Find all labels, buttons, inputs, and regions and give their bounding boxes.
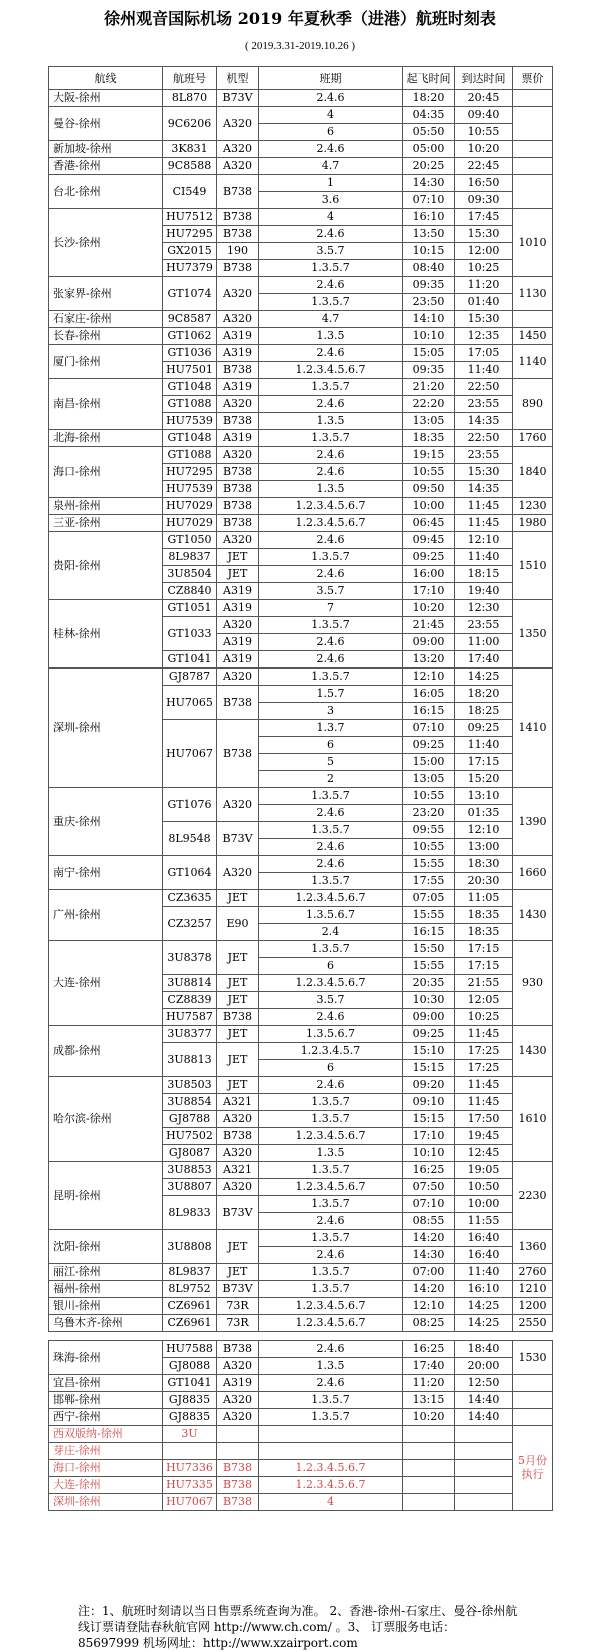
table-row: 哈尔滨-徐州 3U8503 JET 2.4.6 09:20 11:45 1610 — [49, 1077, 553, 1094]
table-row: 邯郸-徐州 GJ8835 A320 1.3.5.7 13:15 14:40 — [49, 1392, 553, 1409]
table-row: GJ8788 A320 1.3.5.7 15:15 17:50 — [49, 1111, 553, 1128]
table-row: 曼谷-徐州 9C6206 A320 4 04:35 09:40 — [49, 107, 553, 124]
table-row: 南昌-徐州 GT1048 A319 1.3.5.7 21:20 22:50 890 — [49, 379, 553, 396]
table-row: 芽庄-徐州 — [49, 1443, 553, 1460]
table-row: 桂林-徐州 GT1051 A319 7 10:20 12:30 1350 — [49, 600, 553, 617]
table-row: HU7295 B738 2.4.6 10:55 15:30 — [49, 464, 553, 481]
table-row: 西双版纳-徐州 3U 5月份执行 — [49, 1426, 553, 1443]
table-row: 泉州-徐州 HU7029 B738 1.2.3.4.5.6.7 10:00 11:45 1230 — [49, 498, 553, 515]
table-body — [49, 1341, 553, 1511]
table-row: 昆明-徐州 3U8853 A321 1.3.5.7 16:25 19:05 2230 — [49, 1162, 553, 1179]
table-row: 大阪-徐州 8L870 B73V 2.4.6 18:20 20:45 — [49, 90, 553, 107]
table-row: CZ8839 JET 3.5.7 10:30 12:05 — [49, 992, 553, 1009]
table-row: 大连-徐州 HU7335 B738 1.2.3.4.5.6.7 — [49, 1477, 553, 1494]
schedule-table-3 — [48, 1340, 553, 1511]
table-row: 大连-徐州 3U8378 JET 1.3.5.7 15:50 17:15 930 — [49, 941, 553, 958]
table-row: GJ8087 A320 1.3.5 10:10 12:45 — [49, 1145, 553, 1162]
table-row: 3U8854 A321 1.3.5.7 09:10 11:45 — [49, 1094, 553, 1111]
table-row: 三亚-徐州 HU7029 B738 1.2.3.4.5.6.7 06:45 11:45 1980 — [49, 515, 553, 532]
table-row: 3U8814 JET 1.2.3.4.5.6.7 20:35 21:55 — [49, 975, 553, 992]
table-row: 海口-徐州 HU7336 B738 1.2.3.4.5.6.7 — [49, 1460, 553, 1477]
table-row: 深圳-徐州 GJ8787 A320 1.3.5.7 12:10 14:25 1410 — [49, 669, 553, 686]
table-row: 1.3.5.7 23:50 01:40 — [49, 294, 553, 311]
col-route: 航线 — [49, 67, 163, 90]
table-row: 南宁-徐州 GT1064 A320 2.4.6 15:55 18:30 1660 — [49, 856, 553, 873]
table-row: HU7501 B738 1.2.3.4.5.6.7 09:35 11:40 — [49, 362, 553, 379]
table-row: 乌鲁木齐-徐州 CZ6961 73R 1.2.3.4.5.6.7 08:25 14:25 2550 — [49, 1315, 553, 1332]
table-row: 西宁-徐州 GJ8835 A320 1.3.5.7 10:20 14:40 — [49, 1409, 553, 1426]
table-row: 张家界-徐州 GT1074 A320 2.4.6 09:35 11:20 1130 — [49, 277, 553, 294]
table-row: 贵阳-徐州 GT1050 A320 2.4.6 09:45 12:10 1510 — [49, 532, 553, 549]
table-row: 深圳-徐州 HU7067 B738 4 — [49, 1494, 553, 1511]
table-body — [49, 669, 553, 1332]
table-row: GT1033 A320 1.3.5.7 21:45 23:55 — [49, 617, 553, 634]
table-row: 3U8807 A320 1.2.3.4.5.6.7 07:50 10:50 — [49, 1179, 553, 1196]
table-row: 海口-徐州 GT1088 A320 2.4.6 19:15 23:55 1840 — [49, 447, 553, 464]
table-row: 沈阳-徐州 3U8808 JET 1.3.5.7 14:20 16:40 1360 — [49, 1230, 553, 1247]
may-note: 5月份执行 — [518, 1454, 547, 1481]
table-row: 宜昌-徐州 GT1041 A319 2.4.6 11:20 12:50 — [49, 1375, 553, 1392]
table-row: GT1088 A320 2.4.6 22:20 23:55 — [49, 396, 553, 413]
table-row: 重庆-徐州 GT1076 A320 1.3.5.7 10:55 13:10 1390 — [49, 788, 553, 805]
page-title: 徐州观音国际机场 2019 年夏秋季（进港）航班时刻表 — [104, 9, 496, 28]
table-body — [49, 90, 553, 668]
table-row: 长春-徐州 GT1062 A319 1.3.5 10:10 12:35 1450 — [49, 328, 553, 345]
col-departure: 起飞时间 — [403, 67, 455, 90]
table-row: 长沙-徐州 HU7512 B738 4 16:10 17:45 1010 — [49, 209, 553, 226]
table-row: 广州-徐州 CZ3635 JET 1.2.3.4.5.6.7 07:05 11:05 1430 — [49, 890, 553, 907]
col-price: 票价 — [513, 67, 553, 90]
table-row: 8L9837 JET 1.3.5.7 09:25 11:40 — [49, 549, 553, 566]
col-arrival: 到达时间 — [455, 67, 513, 90]
table-row: A319 2.4.6 09:00 11:00 — [49, 634, 553, 651]
col-schedule: 班期 — [259, 67, 403, 90]
table-row: 厦门-徐州 GT1036 A319 2.4.6 15:05 17:05 1140 — [49, 345, 553, 362]
table-row: HU7379 B738 1.3.5.7 08:40 10:25 — [49, 260, 553, 277]
table-row: 福州-徐州 8L9752 B73V 1.3.5.7 14:20 16:10 1210 — [49, 1281, 553, 1298]
table-row: 6 15:55 17:15 — [49, 958, 553, 975]
table-row: 2.4.6 14:30 16:40 — [49, 1247, 553, 1264]
table-row: 6 05:50 10:55 — [49, 124, 553, 141]
schedule-table-2 — [48, 668, 553, 1332]
table-row: 6 09:25 11:40 — [49, 737, 553, 754]
table-row: 2.4 16:15 18:35 — [49, 924, 553, 941]
table-row: 2.4.6 23:20 01:35 — [49, 805, 553, 822]
table-row: 2 13:05 15:20 — [49, 771, 553, 788]
table-row: 丽江-徐州 8L9837 JET 1.3.5.7 07:00 11:40 2760 — [49, 1264, 553, 1281]
table-row: 新加坡-徐州 3K831 A320 2.4.6 05:00 10:20 — [49, 141, 553, 158]
note-line-1: 注：1、航班时刻请以当日售票系统查询为准。 2、香港-徐州-石家庄、曼谷-徐州航 — [78, 1604, 518, 1618]
table-row: 3U8813 JET 1.2.3.4.5.7 15:10 17:25 — [49, 1043, 553, 1060]
table-row: CZ3257 E90 1.3.5.6.7 15:55 18:35 — [49, 907, 553, 924]
table-row: GX2015 190 3.5.7 10:15 12:00 — [49, 243, 553, 260]
table-row: 3U8504 JET 2.4.6 16:00 18:15 — [49, 566, 553, 583]
table-row: 台北-徐州 CI549 B738 1 14:30 16:50 — [49, 175, 553, 192]
table-row: GJ8088 A320 1.3.5 17:40 20:00 — [49, 1358, 553, 1375]
table-row: 8L9548 B73V 1.3.5.7 09:55 12:10 — [49, 822, 553, 839]
table-row: HU7539 B738 1.3.5 09:50 14:35 — [49, 481, 553, 498]
table-row: 珠海-徐州 HU7588 B738 2.4.6 16:25 18:40 1530 — [49, 1341, 553, 1358]
table-row: 石家庄-徐州 9C8587 A320 4.7 14:10 15:30 — [49, 311, 553, 328]
table-row: HU7067 B738 1.3.7 07:10 09:25 — [49, 720, 553, 737]
table-row: 3.6 07:10 09:30 — [49, 192, 553, 209]
table-row: 成都-徐州 3U8377 JET 1.3.5.6.7 09:25 11:45 1430 — [49, 1026, 553, 1043]
table-row: HU7502 B738 1.2.3.4.5.6.7 17:10 19:45 — [49, 1128, 553, 1145]
col-flight-no: 航班号 — [163, 67, 217, 90]
col-aircraft: 机型 — [217, 67, 259, 90]
table-row: HU7539 B738 1.3.5 13:05 14:35 — [49, 413, 553, 430]
table-row: HU7065 B738 1.5.7 16:05 18:20 — [49, 686, 553, 703]
table-row: 2.4.6 10:55 13:00 — [49, 839, 553, 856]
table-row: HU7295 B738 2.4.6 13:50 15:30 — [49, 226, 553, 243]
note-line-2: 线订票请登陆春秋航官网 http://www.ch.com/ 。3、 订票服务电话： — [78, 1620, 456, 1634]
table-row: 3 16:15 18:25 — [49, 703, 553, 720]
table-row: 5 15:00 17:15 — [49, 754, 553, 771]
table-row: 8L9833 B73V 1.3.5.7 07:10 10:00 — [49, 1196, 553, 1213]
table-row: GT1041 A319 2.4.6 13:20 17:40 — [49, 651, 553, 668]
table-row: 银川-徐州 CZ6961 73R 1.2.3.4.5.6.7 12:10 14:25 1200 — [49, 1298, 553, 1315]
schedule-table-1 — [48, 66, 553, 668]
table-row: 北海-徐州 GT1048 A319 1.3.5.7 18:35 22:50 1760 — [49, 430, 553, 447]
table-row: 香港-徐州 9C8588 A320 4.7 20:25 22:45 — [49, 158, 553, 175]
table-row: 6 15:15 17:25 — [49, 1060, 553, 1077]
table-header — [49, 67, 553, 90]
table-row: HU7587 B738 2.4.6 09:00 10:25 — [49, 1009, 553, 1026]
table-row: 1.3.5.7 17:55 20:30 — [49, 873, 553, 890]
date-range: ( 2019.3.31-2019.10.26 ) — [245, 40, 355, 52]
table-row: CZ8840 A319 3.5.7 17:10 19:40 — [49, 583, 553, 600]
table-row: 2.4.6 08:55 11:55 — [49, 1213, 553, 1230]
note-line-3: 85697999 机场网址：http://www.xzairport.com — [78, 1636, 358, 1650]
footnotes — [78, 1603, 598, 1651]
